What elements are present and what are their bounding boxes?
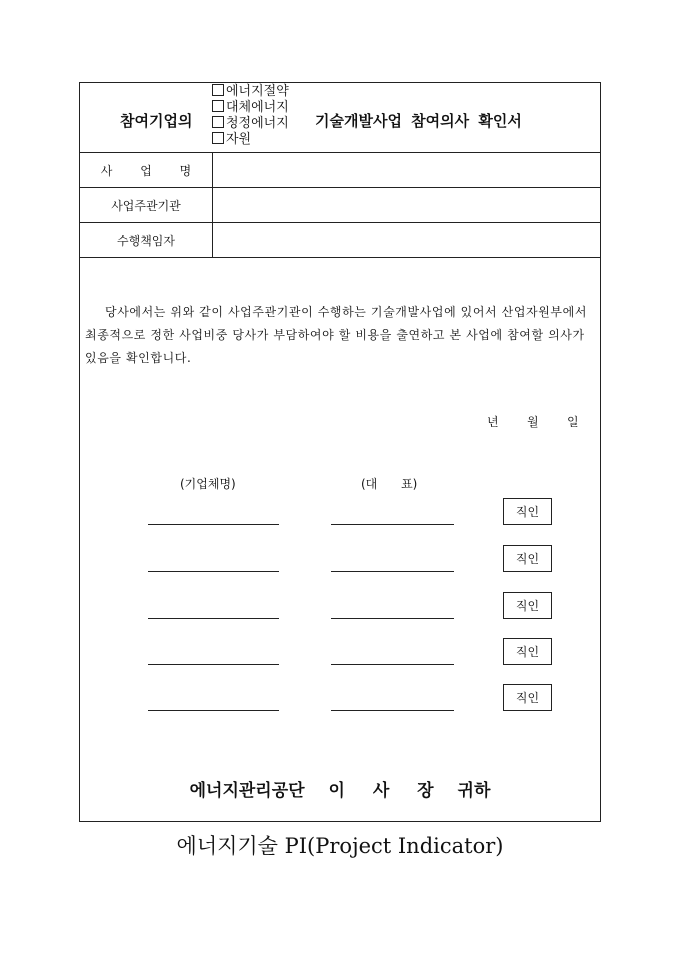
date-year: 년 [487, 415, 499, 429]
checkbox-icon[interactable] [212, 84, 224, 96]
footer-title: 이 사 장 [328, 781, 434, 801]
option-clean-energy[interactable]: 청정에너지 [212, 116, 289, 132]
official-seal-box[interactable]: 직인 [503, 545, 552, 572]
principal-investigator-label: 수행책임자 [80, 223, 213, 257]
company-signature-line[interactable] [148, 664, 279, 665]
option-resources[interactable]: 자원 [212, 132, 289, 148]
principal-investigator-field[interactable] [214, 223, 600, 257]
document-caption: 에너지기술 PI(Project Indicator) [176, 834, 504, 858]
project-name-field[interactable] [214, 153, 600, 187]
company-signature-line[interactable] [148, 618, 279, 619]
row-project-name [80, 153, 600, 188]
business-type-options [212, 84, 289, 148]
official-seal-box[interactable]: 직인 [503, 498, 552, 525]
footer-suffix: 귀하 [457, 781, 491, 801]
footer-addressee [80, 776, 600, 801]
representative-signature-line[interactable] [331, 664, 454, 665]
row-principal-investigator [80, 223, 600, 258]
company-signature-line[interactable] [148, 710, 279, 711]
representative-signature-line[interactable] [331, 618, 454, 619]
representative-signature-line[interactable] [331, 524, 454, 525]
lead-institution-field[interactable] [214, 188, 600, 222]
date-month: 월 [527, 415, 539, 429]
checkbox-icon[interactable] [212, 132, 224, 144]
official-seal-box[interactable]: 직인 [503, 592, 552, 619]
lead-institution-label: 사업주관기관 [80, 188, 213, 222]
form-header [80, 83, 600, 153]
form-title: 기술개발사업 참여의사 확인서 [315, 112, 522, 130]
company-signature-line[interactable] [148, 571, 279, 572]
official-seal-box[interactable]: 직인 [503, 684, 552, 711]
representative-column-header: (대 표) [361, 477, 418, 491]
company-column-header: (기업체명) [180, 477, 236, 491]
date-day: 일 [567, 415, 579, 429]
representative-signature-line[interactable] [331, 571, 454, 572]
confirmation-form [79, 82, 601, 822]
option-alternative-energy[interactable]: 대체에너지 [212, 100, 289, 116]
project-name-label: 사 업 명 [80, 153, 213, 187]
header-left-label: 참여기업의 [120, 112, 193, 130]
checkbox-icon[interactable] [212, 116, 224, 128]
official-seal-box[interactable]: 직인 [503, 638, 552, 665]
row-lead-institution [80, 188, 600, 223]
confirmation-paragraph: 당사에서는 위와 같이 사업주관기관이 수행하는 기술개발사업에 있어서 산업자원부에서 최종적으로 정한 사업비중 당사가 부담하여야 할 비용을 출연하고 본 사업에 참여할 의사가 있음을 확인합니다. [85, 305, 588, 365]
checkbox-icon[interactable] [212, 100, 224, 112]
representative-signature-line[interactable] [331, 710, 454, 711]
footer-org: 에너지관리공단 [189, 781, 305, 801]
company-signature-line[interactable] [148, 524, 279, 525]
option-energy-saving[interactable]: 에너지절약 [212, 84, 289, 100]
